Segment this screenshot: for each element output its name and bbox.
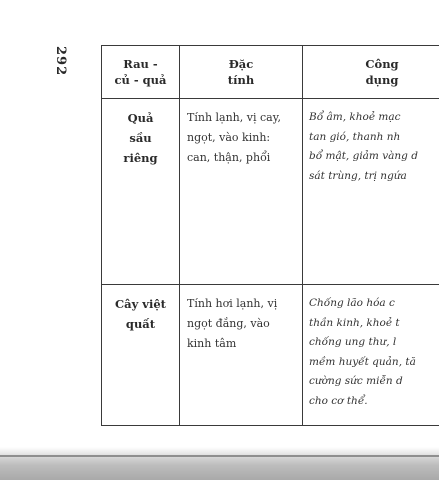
- page-bottom-shadow: [0, 447, 439, 480]
- table-row: [102, 99, 439, 285]
- herb-table: [101, 45, 439, 426]
- header-line: củ - quả: [114, 73, 167, 87]
- use-line: cho cơ thể.: [309, 394, 368, 407]
- use-line: thần kinh, khoẻ t: [309, 316, 400, 329]
- table-row: [102, 285, 439, 426]
- property-line: kinh tâm: [187, 337, 237, 350]
- row-properties-cell: [180, 285, 303, 426]
- table-header-row: [102, 46, 439, 99]
- use-line: Chống lão hóa c: [309, 297, 395, 309]
- use-line: Bổ âm, khoẻ mạc: [309, 111, 401, 123]
- header-line: Rau -: [123, 57, 158, 71]
- property-line: ngọt, vào kinh:: [187, 131, 271, 144]
- row-properties-cell: [180, 99, 303, 285]
- use-line: cường sức miễn d: [309, 375, 403, 387]
- property-line: ngọt đắng, vào: [187, 317, 270, 330]
- header-line: Công: [365, 57, 399, 71]
- page-number: 292: [53, 46, 68, 77]
- use-line: sát trùng, trị ngứa: [309, 169, 407, 182]
- property-line: Tính hơi lạnh, vị: [187, 297, 278, 310]
- name-line: Quả: [127, 111, 154, 125]
- use-line: mềm huyết quản, tă: [309, 355, 416, 368]
- header-line: dụng: [365, 73, 399, 87]
- row-uses-cell: [303, 99, 439, 285]
- name-line: sầu: [129, 131, 152, 145]
- row-name-cell: [102, 285, 180, 426]
- header-cell-vegetable: [102, 46, 180, 99]
- property-line: Tính lạnh, vị cay,: [187, 111, 281, 124]
- header-cell-property: [180, 46, 303, 99]
- page-bottom-edge: [0, 455, 439, 457]
- property-line: can, thận, phổi: [187, 151, 271, 164]
- name-line: quất: [125, 317, 156, 331]
- row-name-cell: [102, 99, 180, 285]
- use-line: tan gió, thanh nh: [309, 130, 401, 143]
- name-line: riêng: [123, 151, 158, 165]
- use-line: chống ung thư, l: [309, 336, 397, 348]
- header-cell-use: [303, 46, 439, 99]
- row-uses-cell: [303, 285, 439, 426]
- header-line: Đặc: [228, 57, 254, 71]
- name-line: Cây việt: [115, 297, 166, 311]
- header-line: tính: [227, 73, 255, 87]
- use-line: bổ mật, giảm vàng d: [309, 150, 418, 162]
